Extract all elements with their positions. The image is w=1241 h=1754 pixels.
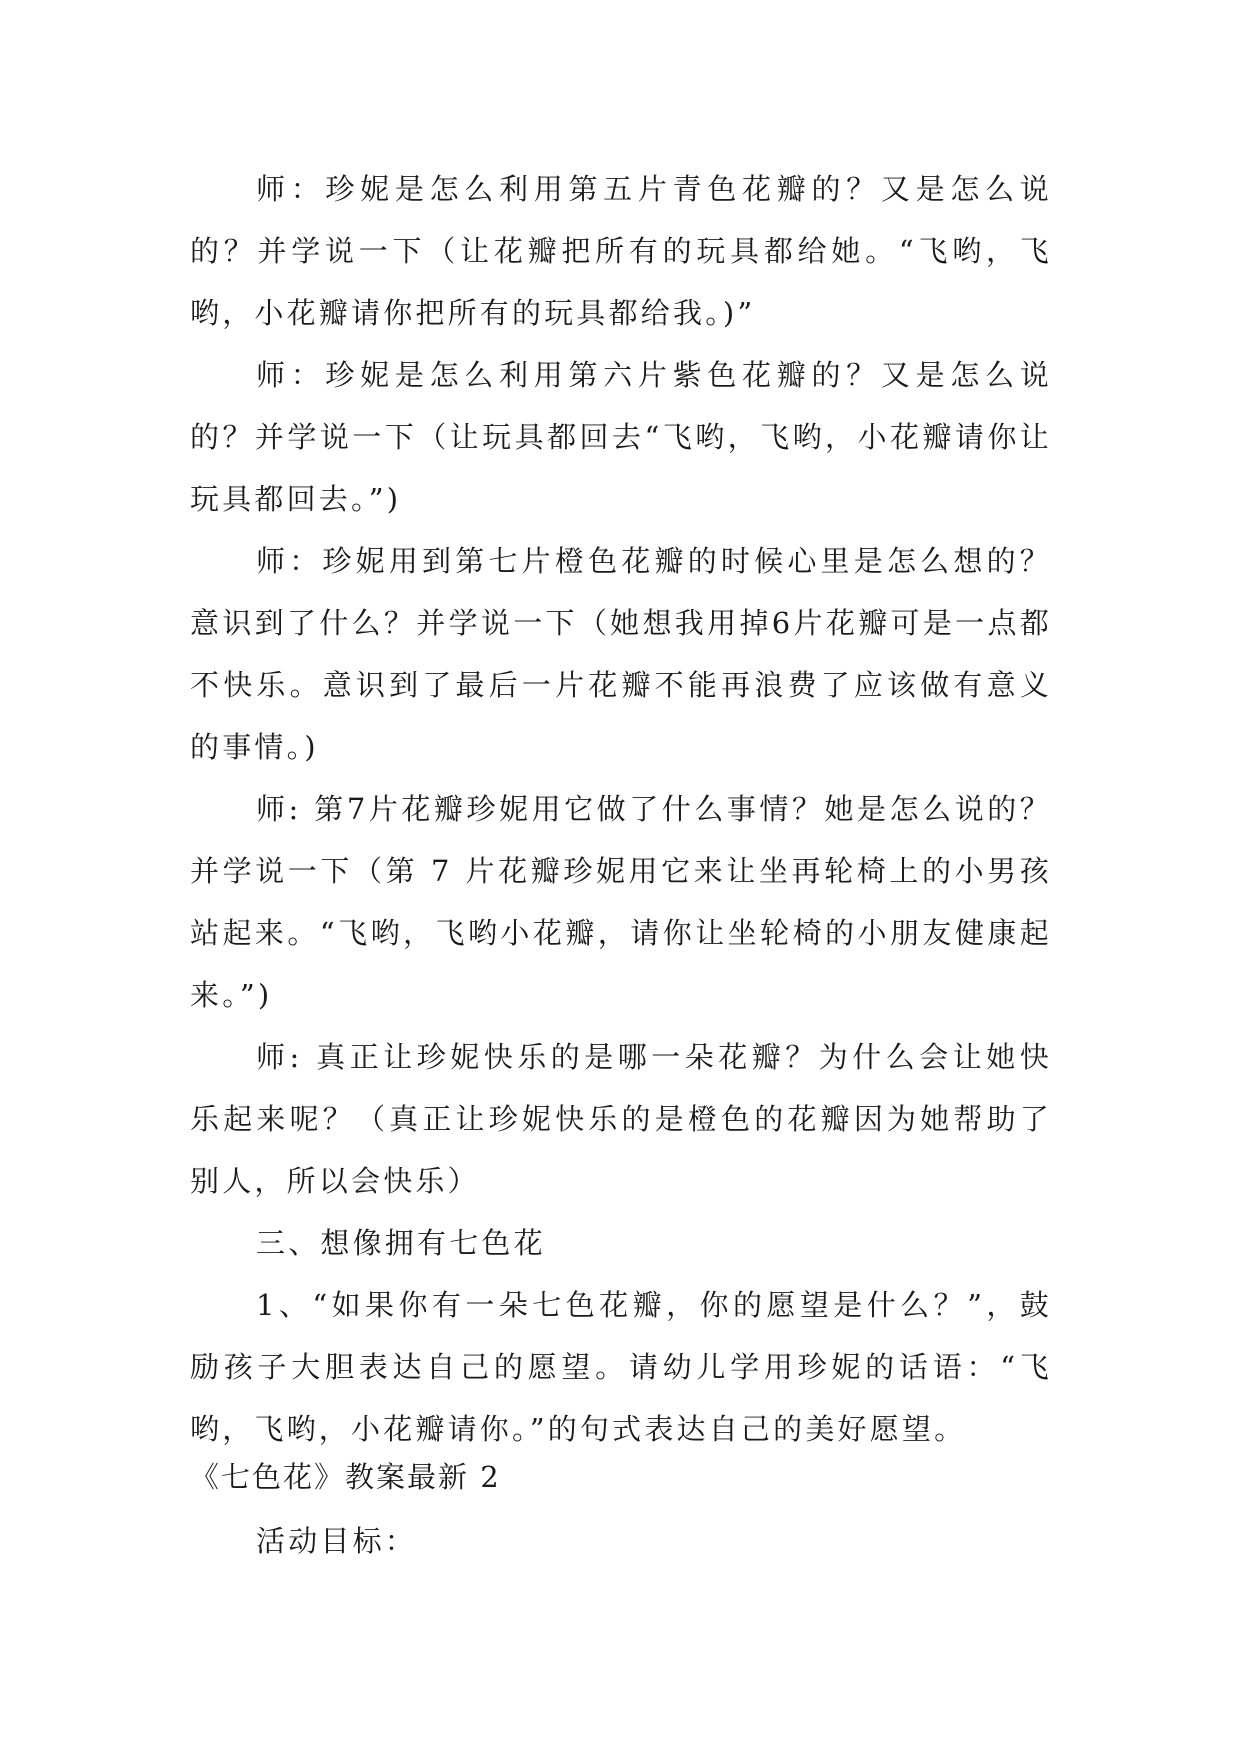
- section-heading: 三、想像拥有七色花: [256, 1226, 546, 1260]
- paragraph-happiness: 师: 真正让珍妮快乐的是哪一朵花瓣？为什么会让她快乐起来呢？（真正让珍妮快乐的是橙色的花瓣因为她帮助了别人，所以会快乐）: [190, 1040, 1052, 1198]
- paragraph-seventh-petal: 师: 第7片花瓣珍妮用它做了什么事情？她是怎么说的？并学说一下（第 7 片花瓣珍妮用它来让坐再轮椅上的小男孩站起来。“飞哟，飞哟小花瓣，请你让坐轮椅的小朋友健康起来。”): [190, 792, 1052, 1012]
- paragraph-purple-petal: 师：珍妮是怎么利用第六片紫色花瓣的？又是怎么说的？并学说一下（让玩具都回去“飞哟，飞哟，小花瓣请你让玩具都回去。”): [190, 358, 1052, 516]
- paragraph-orange-petal: 师：珍妮用到第七片橙色花瓣的时候心里是怎么想的？意识到了什么？并学说一下（她想我用掉6片花瓣可是一点都不快乐。意识到了最后一片花瓣不能再浪费了应该做有意义的事情。): [190, 544, 1052, 764]
- lesson-plan-title: 《七色花》教案最新 2: [190, 1460, 501, 1494]
- activity-goals-heading: 活动目标：: [256, 1524, 418, 1558]
- document-body: [190, 158, 1052, 1460]
- list-item-1: 1、“如果你有一朵七色花瓣，你的愿望是什么？”，鼓励孩子大胆表达自己的愿望。请幼儿学用珍妮的话语：“飞哟，飞哟，小花瓣请你。”的句式表达自己的美好愿望。: [190, 1288, 1052, 1446]
- paragraph-cyan-petal: 师：珍妮是怎么利用第五片青色花瓣的？又是怎么说的？并学说一下（让花瓣把所有的玩具都给她。“飞哟，飞哟，小花瓣请你把所有的玩具都给我。)”: [190, 172, 1052, 330]
